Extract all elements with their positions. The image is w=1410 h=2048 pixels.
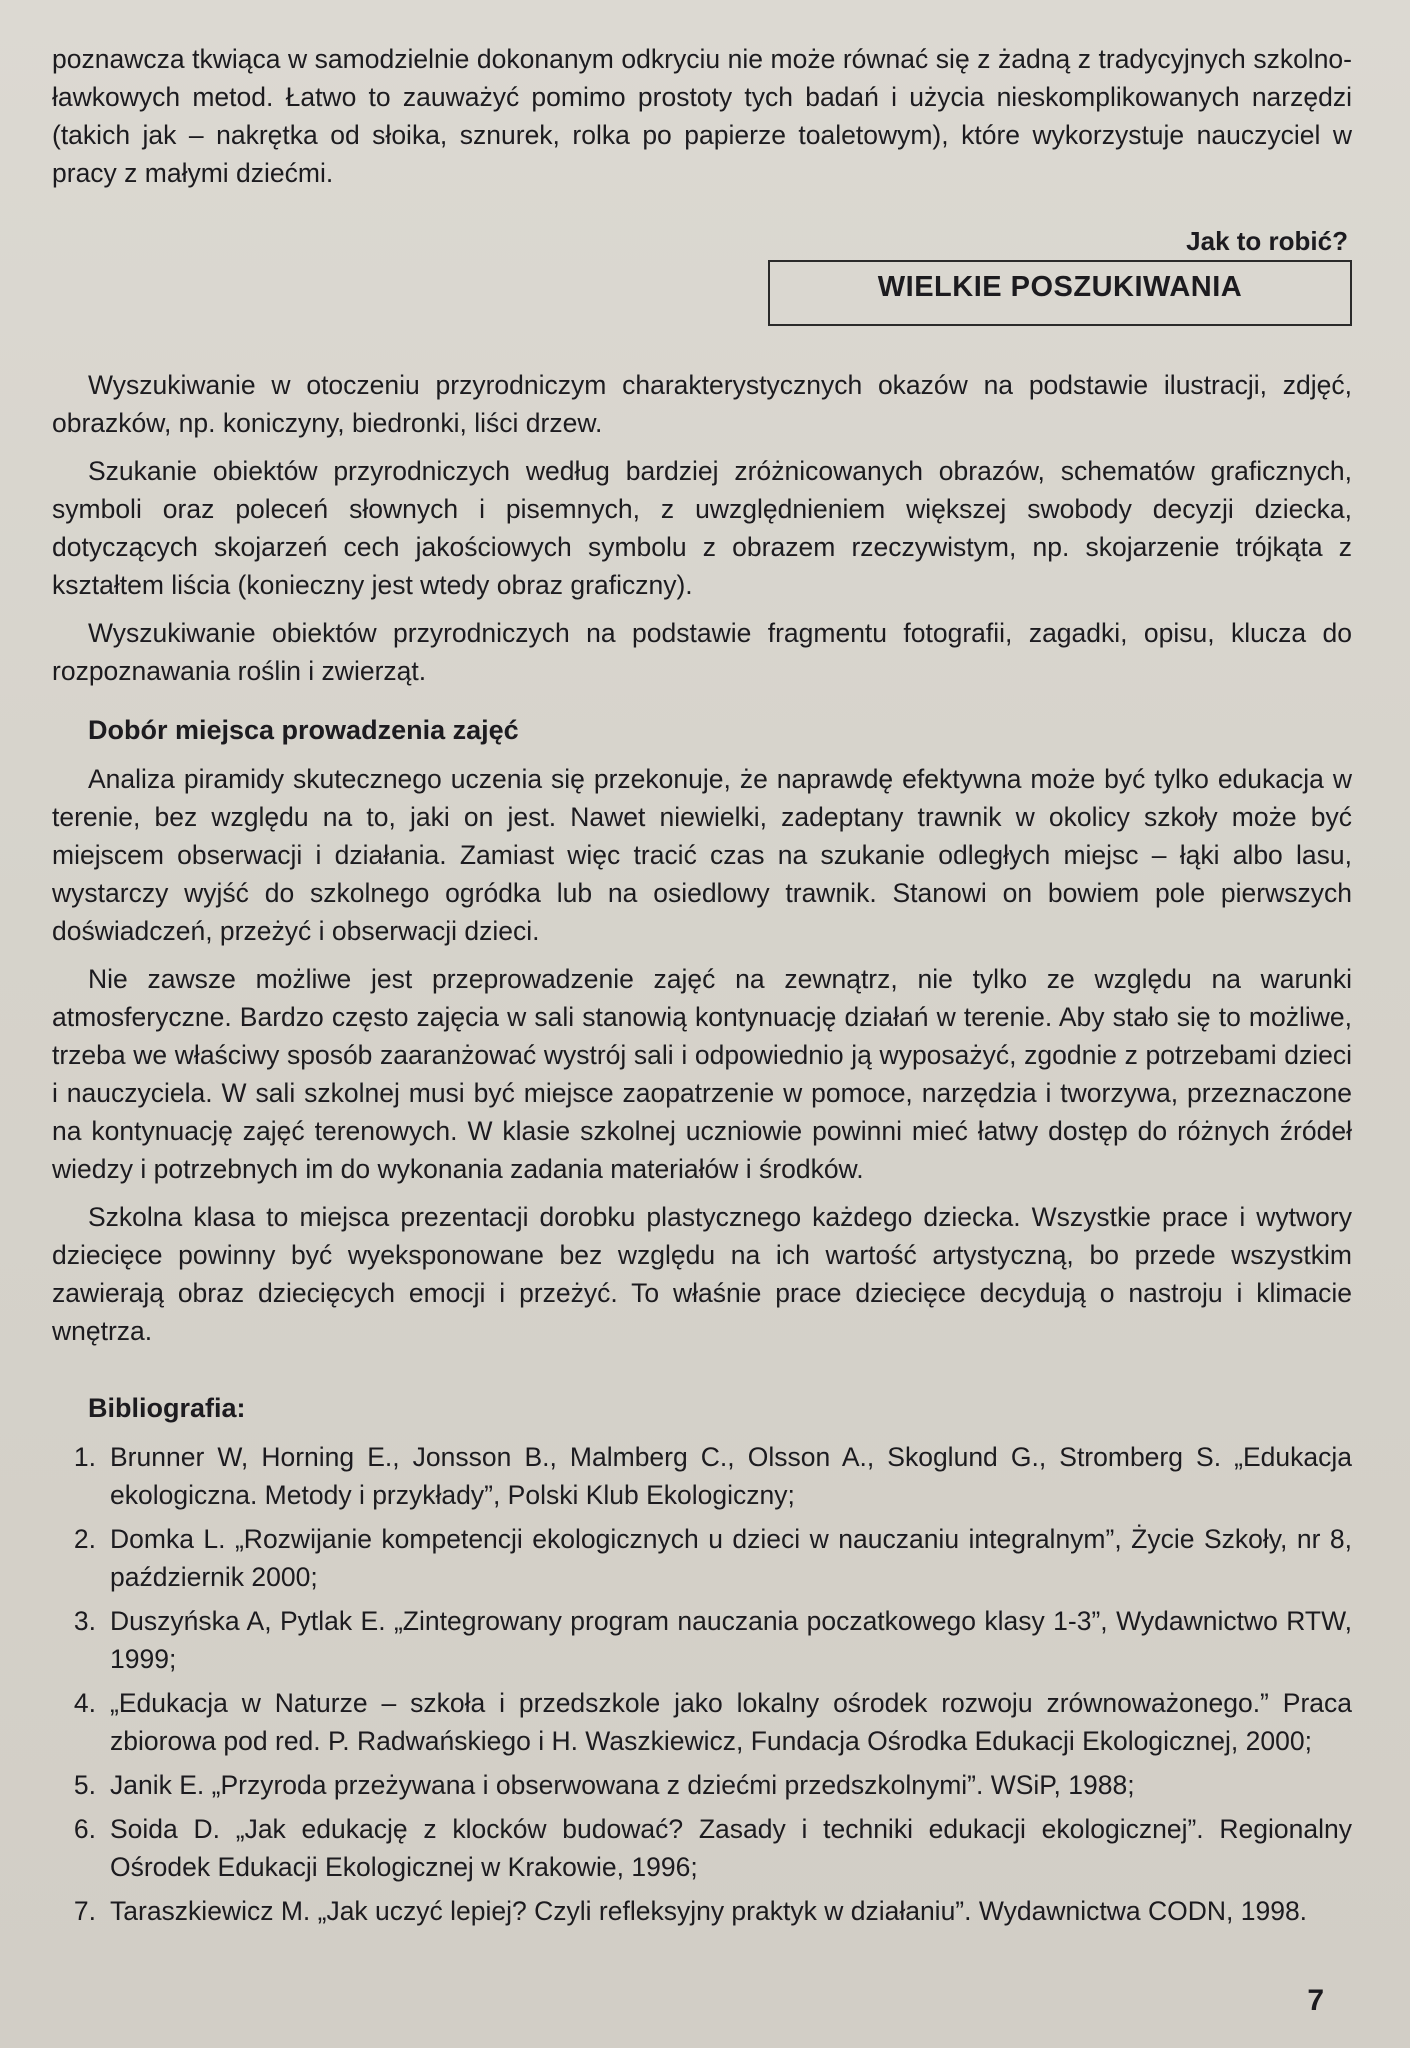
bibliography-number: 4. xyxy=(73,1688,96,1718)
bibliography-number: 6. xyxy=(73,1814,96,1844)
search-paragraph: Wyszukiwanie obiektów przyrodniczych na podstawie fragmentu fotografii, zagadki, opisu, klucza do rozpoznawania roślin i zwierząt. xyxy=(52,618,1352,686)
bibliography-heading: Bibliografia: xyxy=(88,1393,246,1423)
bibliography-text: Soida D. „Jak edukację z klocków budować? Zasady i techniki edukacji ekologicznej”. Regionalny Ośrodek Edukacji Ekologicznej w Krakowie, 1996; xyxy=(110,1814,1352,1882)
box-title: WIELKIE POSZUKIWANIA xyxy=(768,260,1352,326)
how-to-label: Jak to robić? xyxy=(1186,226,1348,256)
bibliography-number: 2. xyxy=(73,1524,96,1554)
bibliography-number: 7. xyxy=(73,1896,96,1926)
bibliography-text: Brunner W, Horning E., Jonsson B., Malmberg C., Olsson A., Skoglund G., Stromberg S. „Edukacja ekologiczna. Metody i przykłady”, Polski Klub Ekologiczny; xyxy=(110,1442,1352,1510)
bibliography-text: Janik E. „Przyroda przeżywana i obserwowana z dziećmi przedszkolnymi”. WSiP, 1988; xyxy=(110,1770,1135,1800)
section-paragraph: Szkolna klasa to miejsca prezentacji dorobku plastycznego każdego dziecka. Wszystkie prace i wytwory dziecięce powinny być wyeksponowane bez względu na ich wartość artystyczną, bo przede wszystkim zawierają obraz dziecięcych emocji i przeżyć. To właśnie prace dziecięce decydują o nastroju i klimacie wnętrza. xyxy=(52,1202,1352,1346)
bibliography-text: Duszyńska A, Pytlak E. „Zintegrowany program nauczania poczatkowego klasy 1-3”, Wydawnictwo RTW, 1999; xyxy=(110,1606,1352,1674)
bibliography-item xyxy=(52,1438,1352,1514)
box-title-wrapper xyxy=(52,260,1352,326)
bibliography-number: 1. xyxy=(73,1442,96,1472)
section-heading: Dobór miejsca prowadzenia zajęć xyxy=(88,715,519,745)
search-paragraph: Szukanie obiektów przyrodniczych według bardziej zróżnicowanych obrazów, schematów graficznych, symboli oraz poleceń słownych i pisemnych, z uwzględnieniem większej swobody decyzji dziecka, dotyczących skojarzeń cech jakościowych symbolu z obrazem rzeczywistym, np. skojarzenie trójkąta z kształtem liścia (konieczny jest wtedy obraz graficzny). xyxy=(52,456,1352,600)
bibliography-number: 3. xyxy=(73,1606,96,1636)
bibliography-number: 5. xyxy=(73,1770,96,1800)
bibliography-item xyxy=(52,1892,1352,1930)
section-paragraph: Nie zawsze możliwe jest przeprowadzenie zajęć na zewnątrz, nie tylko ze względu na warunki atmosferyczne. Bardzo często zajęcia w sali stanowią kontynuację działań w terenie. Aby stało się to możliwe, trzeba we właściwy sposób zaaranżować wystrój sali i odpowiednio ją wyposażyć, zgodnie z potrzebami dzieci i nauczyciela. W sali szkolnej musi być miejsce zaopatrzenie w pomoce, narzędzia i tworzywa, przeznaczone na kontynuację zajęć terenowych. W klasie szkolnej uczniowie powinni mieć łatwy dostęp do różnych źródeł wiedzy i potrzebnych im do wykonania zadania materiałów i środków. xyxy=(52,964,1352,1184)
bibliography-item xyxy=(52,1520,1352,1596)
intro-paragraph: poznawcza tkwiąca w samodzielnie dokonanym odkryciu nie może równać się z żadną z tradycyjnych szkolno-ławkowych metod. Łatwo to zauważyć pomimo prostoty tych badań i użycia nieskomplikowanych narzędzi (takich jak – nakrętka od słoika, sznurek, rolka po papierze toaletowym), które wykorzystuje nauczyciel w pracy z małymi dziećmi. xyxy=(52,44,1352,188)
section-paragraph: Analiza piramidy skutecznego uczenia się przekonuje, że naprawdę efektywna może być tylko edukacja w terenie, bez względu na to, jaki on jest. Nawet niewielki, zadeptany trawnik w okolicy szkoły może być miejscem obserwacji i działania. Zamiast więc tracić czas na szukanie odległych miejsc – łąki albo lasu, wystarczy wyjść do szkolnego ogródka lub na osiedlowy trawnik. Stanowi on bowiem pole pierwszych doświadczeń, przeżyć i obserwacji dzieci. xyxy=(52,764,1352,946)
bibliography-item xyxy=(52,1684,1352,1760)
bibliography-text: Taraszkiewicz M. „Jak uczyć lepiej? Czyli refleksyjny praktyk w działaniu”. Wydawnictwa CODN, 1998. xyxy=(110,1896,1308,1926)
bibliography-text: Domka L. „Rozwijanie kompetencji ekologicznych u dzieci w nauczaniu integralnym”, Życie Szkoły, nr 8, październik 2000; xyxy=(110,1524,1352,1592)
page-number: 7 xyxy=(1307,1984,1324,2017)
bibliography-item xyxy=(52,1810,1352,1886)
page-content xyxy=(52,40,1352,1936)
bibliography-item xyxy=(52,1766,1352,1804)
bibliography-list xyxy=(52,1438,1352,1930)
bibliography-item xyxy=(52,1602,1352,1678)
bibliography-text: „Edukacja w Naturze – szkoła i przedszkole jako lokalny ośrodek rozwoju zrównoważonego.” Praca zbiorowa pod red. P. Radwańskiego i H. Waszkiewicz, Fundacja Ośrodka Edukacji Ekologicznej, 2000; xyxy=(110,1688,1352,1756)
search-paragraph: Wyszukiwanie w otoczeniu przyrodniczym charakterystycznych okazów na podstawie ilustracji, zdjęć, obrazków, np. koniczyny, biedronki, liści drzew. xyxy=(52,370,1352,438)
